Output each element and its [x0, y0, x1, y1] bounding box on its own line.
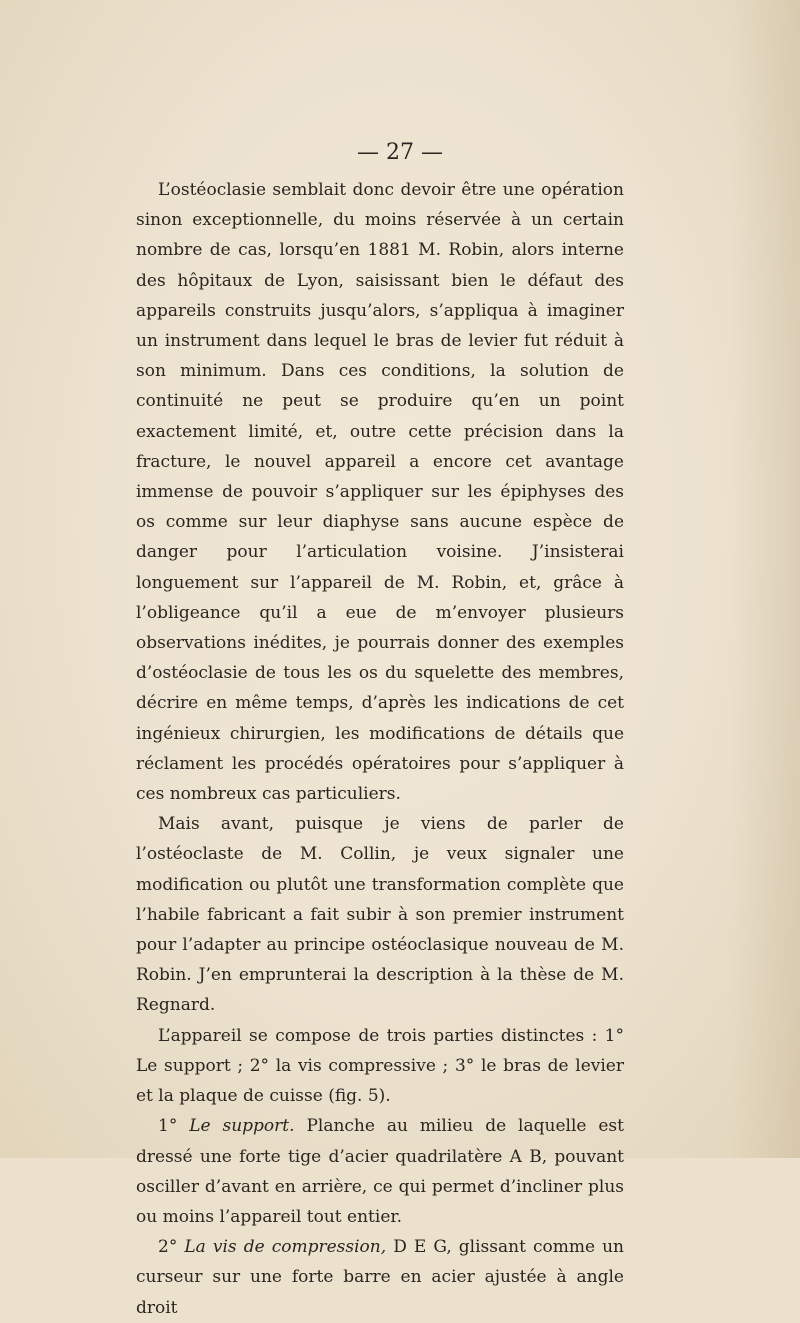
item-text: Planche au milieu de laquelle est dressé une forte tige d’acier quadrilatère A B, pouvant osciller d’avant en arrière, ce qui permet d’incliner plus ou moins l’appareil tout entier.	[136, 1116, 624, 1227]
paragraph-osteoclasie: L’ostéoclasie semblait donc devoir être une opération sinon exceptionnelle, du moins réservée à un certain nombre de cas, lorsqu’en 1881 M. Robin, alors interne des hôpitaux de Lyon, saisissant bien le défaut des appareils construits jusqu’alors, s’appliqua à imaginer un instrument dans lequel le bras de levier fut réduit à son minimum. Dans ces conditions, la solution de continuité ne peut se produire qu’en un point exactement limité, et, outre cette précision dans la fracture, le nouvel appareil a encore cet avantage immense de pouvoir s’appliquer sur les épiphyses des os comme sur leur diaphyse sans aucune espèce de danger pour l’articulation voisine. J’insisterai longuement sur l’appareil de M. Robin, et, grâce à l’obligeance qu’il a eue de m’envoyer plusieurs observations inédites, je pourrais donner des exemples d’ostéoclasie de tous les os du squelette des membres, décrire en même temps, d’après les indications de cet ingénieux chirurgien, les modifications de détails que réclament les procédés opératoires pour s’appliquer à ces nombreux cas particuliers.	[136, 180, 624, 805]
paragraph-vis	[136, 1232, 624, 1323]
paragraph-collin: Mais avant, puisque je viens de parler de l’ostéoclaste de M. Collin, je veux signaler une modification ou plutôt une transformation complète que l’habile fabricant a fait subir à son premier instrument pour l’adapter au principe ostéoclasique nouveau de M. Robin. J’en emprunterai la description à la thèse de M. Regnard.	[136, 814, 624, 1016]
paragraph-support	[136, 1111, 624, 1232]
item-text: D E G, glissant comme un curseur sur une forte barre en acier ajustée à angle droit	[136, 1237, 625, 1318]
item-number: 2°	[158, 1237, 185, 1258]
item-number: 1°	[158, 1116, 190, 1137]
item-label: La vis de compression,	[184, 1237, 387, 1258]
paragraph-appareil: L’appareil se compose de trois parties distinctes : 1° Le support ; 2° la vis compressive ; 3° le bras de levier et la plaque de cuisse (fig. 5).	[136, 1025, 624, 1107]
page-number: — 27 —	[357, 140, 443, 165]
item-label: Le support.	[189, 1116, 295, 1137]
body-text	[136, 175, 624, 1323]
